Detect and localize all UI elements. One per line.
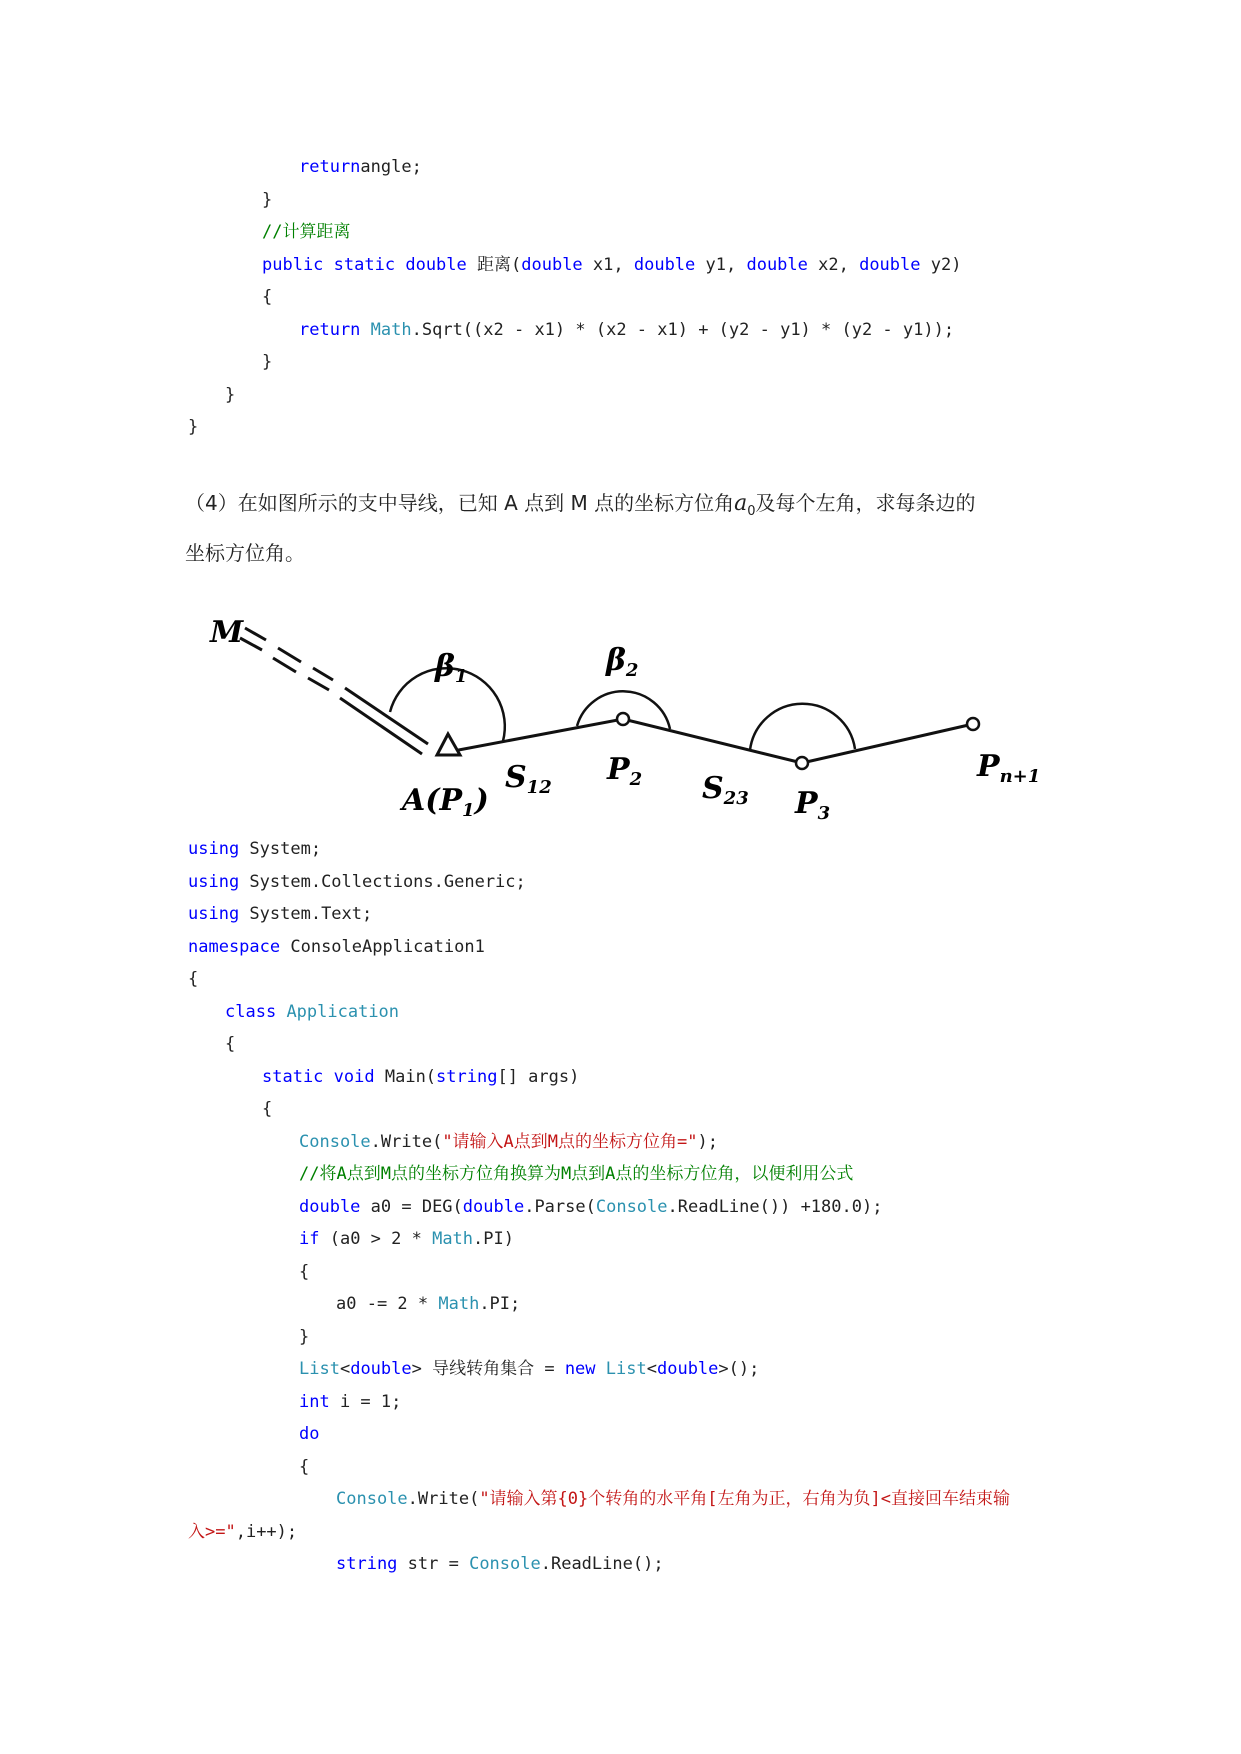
code-token: using — [188, 904, 240, 924]
code-token: Math — [432, 1229, 474, 1249]
code-line — [188, 871, 526, 893]
code-token: //将A点到M点的坐标方位角换算为M点到A点的坐标方位角，以便利用公式 — [299, 1164, 854, 1184]
code-token: y1, — [695, 254, 747, 275]
code-token: x2, — [807, 254, 860, 275]
problem-statement-line2 — [185, 540, 305, 566]
beta3-arc — [750, 704, 855, 750]
code-token: List — [299, 1359, 340, 1379]
code-line — [336, 1488, 1010, 1510]
code-line — [299, 1228, 514, 1250]
station-a-triangle — [437, 734, 460, 755]
code-token: double — [405, 254, 467, 275]
code-token: "请输入A点到M点的坐标方位角=" — [442, 1131, 698, 1152]
code-token: Console — [336, 1489, 408, 1509]
code-line — [225, 1001, 399, 1023]
code-token: Math — [370, 319, 412, 340]
traverse-legs — [448, 719, 973, 763]
code-token — [395, 255, 405, 275]
label-beta2: $\beta_2$ — [606, 643, 639, 681]
problem-text-b: 及每个左角，求每条边的 — [755, 491, 976, 515]
code-line — [299, 1196, 882, 1218]
code-token: new — [564, 1359, 596, 1379]
code-line — [188, 903, 372, 925]
code-token: >(); — [718, 1359, 760, 1379]
code-line — [299, 1391, 401, 1413]
code-token — [276, 1002, 286, 1022]
code-token: { — [188, 969, 199, 989]
code-token: Math — [438, 1294, 480, 1314]
code-token: Main( — [374, 1066, 437, 1087]
problem-statement-line1 — [185, 490, 976, 525]
label-p3: $P_3$ — [795, 786, 831, 824]
code-token: return — [299, 157, 361, 177]
code-token: static — [262, 1066, 324, 1087]
code-line — [262, 351, 272, 373]
code-token: void — [333, 1066, 375, 1087]
code-token — [360, 320, 370, 340]
code-token: public — [262, 254, 324, 275]
code-token: a0 -= 2 * — [336, 1294, 439, 1314]
code-line — [262, 254, 961, 276]
code-line — [188, 968, 198, 990]
alpha-subscript: 0 — [747, 504, 756, 519]
traverse-diagram — [200, 606, 1050, 831]
code-token: Console — [469, 1554, 541, 1574]
code-token: double — [521, 254, 583, 275]
code-token — [323, 1067, 333, 1087]
label-p2: $P_2$ — [607, 752, 643, 790]
code-line — [262, 1066, 579, 1088]
code-token: class — [225, 1001, 277, 1022]
code-token: double — [633, 254, 696, 275]
code-token: } — [262, 352, 273, 372]
code-token: double — [746, 254, 808, 275]
code-token: System.Text; — [239, 904, 373, 924]
code-token: { — [299, 1456, 310, 1477]
code-token: string — [436, 1066, 498, 1087]
code-token: using — [188, 839, 240, 859]
code-line — [299, 319, 954, 341]
code-line — [299, 1131, 718, 1153]
code-token: } — [188, 417, 199, 437]
code-line — [188, 1521, 297, 1543]
code-token: List — [605, 1359, 647, 1379]
code-token: return — [299, 319, 361, 340]
code-line — [299, 156, 422, 178]
code-token: .ReadLine(); — [540, 1554, 664, 1574]
code-token: int — [299, 1391, 330, 1412]
code-token: 距离( — [466, 254, 522, 275]
code-token: (a0 > 2 * — [319, 1229, 433, 1249]
code-token: < — [646, 1359, 657, 1379]
label-s12: $S_{12}$ — [505, 760, 552, 798]
code-token: str = — [397, 1554, 470, 1574]
code-token: Application — [286, 1001, 400, 1022]
code-token: } — [262, 189, 273, 210]
code-token: .Sqrt((x2 - x1) * (x2 - x1) + (y2 - y1) * (y2 - y1)); — [411, 319, 955, 340]
code-token: i = 1; — [329, 1391, 402, 1412]
code-line — [225, 384, 235, 406]
code-token: ConsoleApplication1 — [280, 936, 485, 957]
code-token: double — [299, 1196, 361, 1217]
station-p3 — [796, 757, 808, 769]
code-token: double — [656, 1359, 719, 1379]
code-token: Console — [299, 1131, 371, 1152]
code-token: static — [333, 254, 396, 275]
code-line — [225, 1033, 235, 1055]
code-token: namespace — [188, 936, 281, 957]
code-line — [299, 1163, 853, 1185]
code-token: .ReadLine()) +180.0); — [667, 1196, 883, 1217]
code-line — [299, 1423, 319, 1445]
code-line — [262, 221, 350, 243]
code-token: double — [462, 1196, 525, 1217]
station-p2 — [617, 713, 629, 725]
label-s23: $S_{23}$ — [702, 771, 749, 809]
code-token: x1, — [582, 254, 634, 275]
code-line — [299, 1261, 309, 1283]
code-token: ,i++); — [235, 1521, 298, 1542]
code-token: do — [299, 1424, 320, 1444]
code-token: { — [262, 1099, 273, 1119]
code-token: Console — [595, 1196, 668, 1217]
code-token: } — [225, 384, 236, 405]
problem-text-a: （4）在如图所示的支中导线，已知 A 点到 M 点的坐标方位角 — [185, 491, 735, 515]
code-line — [336, 1553, 664, 1575]
code-line — [299, 1456, 309, 1478]
code-token: } — [299, 1326, 310, 1347]
code-line — [262, 1098, 272, 1120]
label-a-p1: $A(P_1)$ — [402, 783, 489, 821]
code-token: .Parse( — [524, 1196, 596, 1217]
code-token: double — [350, 1359, 412, 1379]
code-token: { — [225, 1034, 236, 1054]
code-token: using — [188, 871, 240, 892]
code-token: //计算距离 — [262, 222, 351, 242]
code-token: ); — [697, 1131, 718, 1152]
station-pn1 — [967, 718, 979, 730]
code-token: { — [299, 1261, 310, 1282]
code-line — [188, 416, 198, 438]
code-token: y2) — [920, 254, 962, 275]
code-line — [336, 1293, 520, 1315]
code-token: .Write( — [370, 1131, 443, 1152]
code-token: { — [262, 287, 273, 307]
code-line — [299, 1326, 309, 1348]
code-line — [262, 189, 272, 211]
code-token: if — [299, 1229, 320, 1249]
code-line — [299, 1358, 759, 1380]
code-token: "请输入第{0}个转角的水平角[左角为正，右角为负]<直接回车结束输 — [479, 1489, 1010, 1509]
problem-text-line2: 坐标方位角。 — [185, 541, 305, 565]
code-token: > 导线转角集合 = — [411, 1359, 565, 1379]
code-token: System.Collections.Generic; — [239, 871, 526, 892]
code-line — [262, 286, 272, 308]
code-token: string — [336, 1554, 398, 1574]
code-token: .PI; — [479, 1294, 521, 1314]
code-token: .PI) — [473, 1229, 514, 1249]
label-pn1: $P_{n+1}$ — [977, 749, 1041, 787]
code-token: < — [339, 1359, 351, 1379]
code-line — [188, 838, 321, 860]
code-token: 入>=" — [188, 1521, 236, 1542]
code-token: System; — [239, 839, 322, 859]
code-token: double — [859, 254, 921, 275]
label-beta1: $\beta_1$ — [435, 649, 468, 687]
code-token: angle; — [360, 157, 422, 177]
code-token — [323, 255, 333, 275]
code-line — [188, 936, 485, 958]
code-token — [596, 1359, 606, 1379]
code-token: .Write( — [407, 1489, 480, 1509]
code-token: a0 = DEG( — [360, 1196, 463, 1217]
label-m: M — [210, 615, 244, 650]
alpha-symbol: a — [734, 491, 748, 516]
code-token: [] args) — [497, 1066, 580, 1087]
